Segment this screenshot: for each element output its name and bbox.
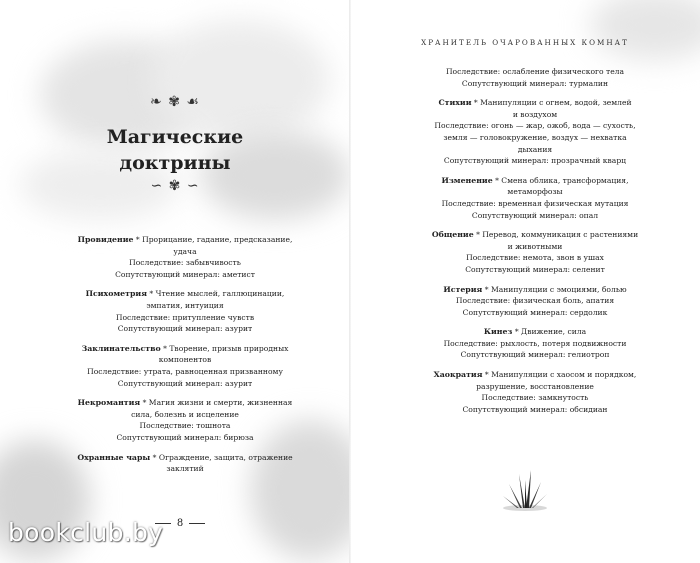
doctrine-consequence: Последствие: ослабление физического тела	[445, 67, 625, 76]
doctrine-mineral: Сопутствующий минерал: азурит	[117, 324, 253, 334]
watercolor-cloud	[150, 20, 330, 140]
doctrine-term: Провидение	[77, 235, 134, 244]
doctrine-entry	[410, 175, 660, 221]
doctrine-term: Психометрия	[85, 289, 147, 299]
doctrine-text: разрушение, восстановление	[476, 381, 594, 391]
doctrine-mineral: Сопутствующий минерал: гелиотроп	[460, 350, 610, 360]
doctrine-term: Кинез	[483, 327, 513, 337]
doctrine-text: и воздухом	[512, 109, 558, 119]
doctrine-mineral: Сопутствующий минерал: селенит	[465, 264, 605, 274]
doctrine-text: * Прорицание, гадание, предсказание,	[135, 235, 293, 244]
doctrine-text: заклятий	[166, 464, 204, 474]
doctrine-entry-continued	[410, 66, 660, 89]
doctrine-text: компонентов	[158, 355, 212, 365]
doctrine-text: * Смена облика, трансформация,	[495, 175, 629, 185]
doctrine-text: * Манипуляции с огнем, водой, землей	[473, 98, 632, 108]
doctrine-consequence: Последствие: тошнота	[139, 421, 231, 431]
doctrine-mineral: Сопутствующий минерал: азурит	[117, 378, 253, 388]
doctrine-entry	[60, 288, 310, 334]
title-ornament-bottom: ∽ ✾ ∽	[150, 178, 200, 194]
doctrine-entry	[410, 284, 660, 319]
chapter-title	[0, 124, 350, 176]
doctrine-text: * Магия жизни и смерти, жизненная	[142, 398, 293, 408]
doctrine-term: Истерия	[443, 284, 483, 294]
doctrine-mineral: Сопутствующий минерал: прозрачный кварц	[443, 156, 627, 166]
grass-tuft-icon	[495, 464, 555, 512]
doctrine-mineral: Сопутствующий минерал: обсидиан	[462, 404, 608, 414]
doctrine-text: метаморфозы	[507, 187, 563, 197]
running-head: ХРАНИТЕЛЬ ОЧАРОВАННЫХ КОМНАТ	[421, 38, 629, 47]
doctrine-list-left	[60, 234, 310, 483]
doctrine-term: Изменение	[441, 175, 493, 185]
doctrine-mineral: Сопутствующий минерал: сердолик	[462, 307, 608, 317]
doctrine-consequence: Последствие: физическая боль, апатия	[455, 296, 615, 306]
doctrine-entry	[60, 234, 310, 280]
doctrine-text: удача	[173, 246, 197, 256]
doctrine-text: и животными	[507, 241, 563, 251]
doctrine-consequence: Последствие: временная физическая мутация	[441, 198, 629, 208]
chapter-title-line-1: Магические	[106, 126, 244, 148]
doctrine-consequence: земля — головокружение, воздух — нехватка	[443, 132, 627, 142]
doctrine-text: * Ограждение, защита, отражение	[152, 452, 293, 462]
doctrine-text: * Манипуляции с эмоциями, болью	[484, 284, 627, 294]
doctrine-text: сила, болезнь и исцеление	[131, 409, 239, 419]
doctrine-consequence: Последствие: утрата, равноценная призванному	[87, 366, 283, 376]
doctrine-term: Некромантия	[77, 398, 141, 408]
chapter-title-line-2: доктрины	[119, 152, 231, 174]
doctrine-entry	[410, 369, 660, 415]
doctrine-consequence: Последствие: забывчивость	[129, 258, 241, 268]
doctrine-entry	[60, 452, 310, 475]
doctrine-term: Заклинательство	[81, 343, 161, 353]
doctrine-text: * Перевод, коммуникация с растениями	[476, 230, 639, 240]
doctrine-text: эмпатия, интуиция	[146, 300, 224, 310]
title-ornament-top: ❧ ✾ ☙	[150, 94, 200, 110]
doctrine-text: * Движение, сила	[514, 327, 587, 337]
doctrine-entry	[60, 343, 310, 389]
doctrine-entry	[410, 326, 660, 361]
page-number-dash	[189, 523, 205, 524]
doctrine-consequence: Последствие: рыхлость, потеря подвижности	[443, 338, 627, 348]
doctrine-text: * Творение, призыв природных	[163, 343, 289, 353]
doctrine-consequence: дыхания	[517, 144, 553, 154]
doctrine-consequence: Последствие: замкнутость	[481, 393, 589, 403]
doctrine-consequence: Последствие: немота, звон в ушах	[466, 253, 604, 263]
doctrine-term: Охранные чары	[77, 452, 151, 462]
doctrine-term: Общение	[431, 230, 474, 240]
doctrine-mineral: Сопутствующий минерал: турмалин	[461, 78, 609, 88]
doctrine-entry	[60, 397, 310, 443]
watermark: bookclub.by	[8, 518, 164, 547]
doctrine-text: * Манипуляции с хаосом и порядком,	[484, 370, 637, 380]
page-number-value: 8	[176, 518, 184, 529]
doctrine-entry	[410, 229, 660, 275]
doctrine-entry	[410, 97, 660, 167]
doctrine-text: * Чтение мыслей, галлюцинации,	[149, 289, 285, 299]
doctrine-consequence: Последствие: притупление чувств	[115, 312, 255, 322]
doctrine-mineral: Сопутствующий минерал: аметист	[115, 269, 255, 279]
doctrine-list-right	[410, 66, 660, 423]
doctrine-consequence: Последствие: огонь — жар, ожоб, вода — сухость,	[434, 121, 636, 131]
doctrine-term: Стихии	[438, 98, 472, 108]
doctrine-mineral: Сопутствующий минерал: бирюза	[116, 432, 254, 442]
doctrine-mineral: Сопутствующий минерал: опал	[471, 210, 599, 220]
right-page	[350, 0, 700, 563]
doctrine-term: Хаократия	[433, 370, 483, 380]
watercolor-cloud	[590, 0, 700, 60]
